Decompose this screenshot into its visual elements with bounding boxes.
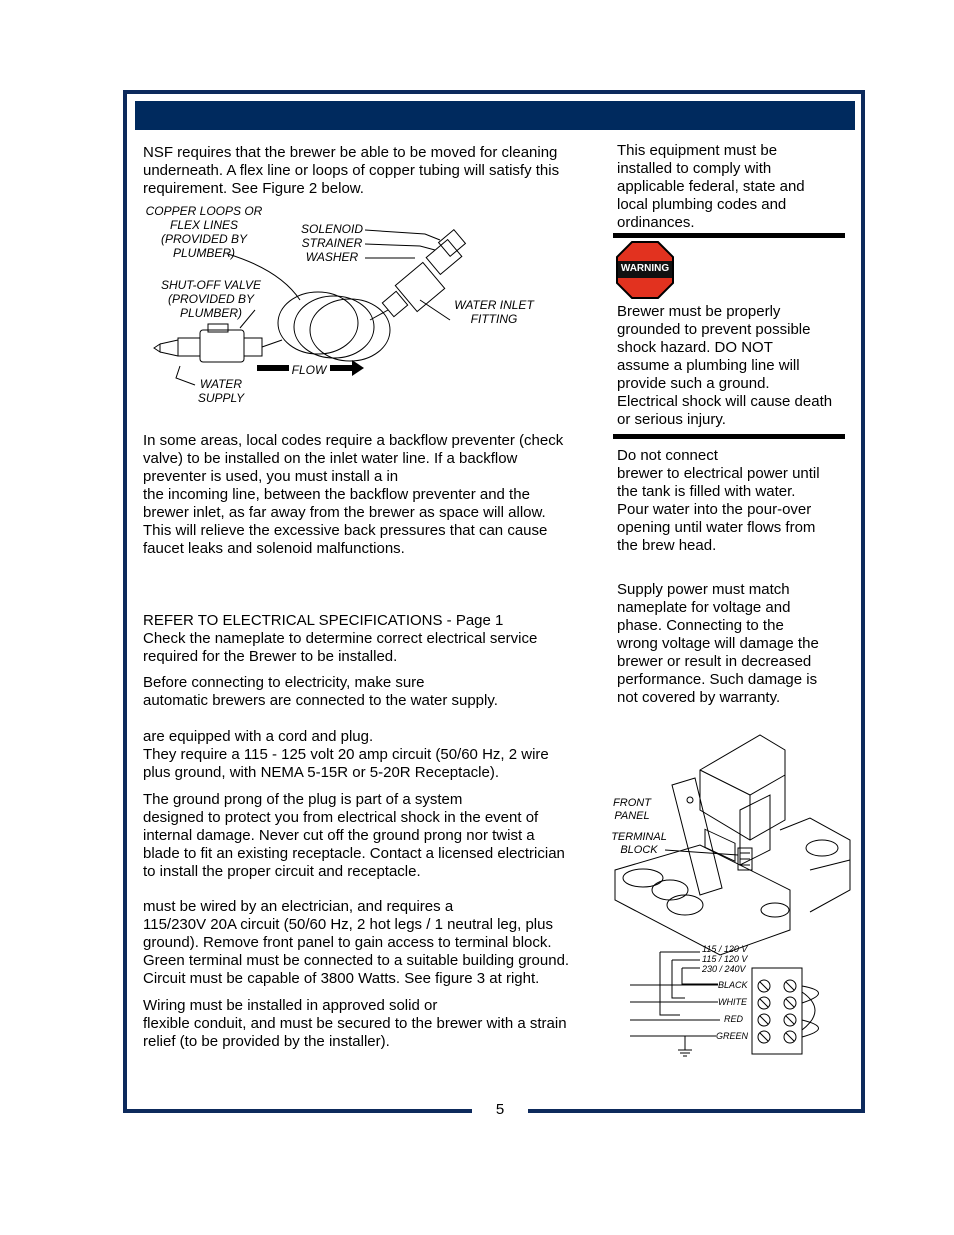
terminal-block-label: TERMINAL BLOCK — [611, 831, 667, 856]
water-inlet-label: WATER INLET FITTING — [454, 298, 534, 326]
figure-3-wiring-diagram — [610, 730, 855, 1060]
cord-plug-paragraph: are equipped with a cord and plug. They require a 115 - 125 volt 20 amp circuit (50/60 Hz, 2 wire plus ground, with NEMA 5-15R or 5-20R Receptacle). — [143, 728, 549, 781]
front-panel-label: FRONT PANEL — [613, 797, 651, 822]
backflow-paragraph: In some areas, local codes require a backflow preventer (check valve) to be installed on the inlet water line. If a backflow preventer is used, you must install a in the incoming line, between the backflow preventer and the brewer inlet, as far away from the brewer as space will allow. This will relieve the excessive back pressures that can cause faucet leaks and solenoid malfunctions. — [143, 432, 564, 557]
voltage-label-1: 115 / 120 V — [702, 944, 748, 954]
divider-2 — [613, 434, 845, 439]
electrical-spec-paragraph: REFER TO ELECTRICAL SPECIFICATIONS - Page 1 Check the nameplate to determine correct electrical service required for the Brewer to be installed. — [143, 612, 538, 665]
voltage-label-3: 230 / 240V — [702, 964, 746, 974]
copper-loops-label: COPPER LOOPS OR FLEX LINES (PROVIDED BY PLUMBER) — [145, 204, 263, 260]
supply-power-paragraph: Supply power must match nameplate for voltage and phase. Connecting to the wrong voltage will damage the brewer or result in decreased performance. Such damage is not covered by warranty. — [617, 581, 819, 706]
red-wire-label: RED — [724, 1014, 744, 1024]
conduit-paragraph: Wiring must be installed in approved solid or flexible conduit, and must be secured to the brewer with a strain relief (to be provided by the installer). — [143, 997, 567, 1050]
ground-prong-paragraph: The ground prong of the plug is part of a system designed to protect you from electrical shock in the event of internal damage. Never cut off the ground prong nor twist a blade to fit an existing receptacle. Contact a licensed electrician to install the proper circuit and receptacle. — [143, 791, 565, 880]
green-wire-label: GREEN — [716, 1031, 749, 1041]
page-number: 5 — [495, 1101, 505, 1118]
header-bar — [135, 101, 855, 130]
warning-label: WARNING — [620, 263, 670, 274]
water-supply-paragraph: Before connecting to electricity, make sure automatic brewers are connected to the water supply. — [143, 674, 498, 709]
divider-1 — [613, 233, 845, 238]
white-wire-label: WHITE — [718, 997, 747, 1007]
black-wire-label: BLACK — [718, 980, 748, 990]
water-supply-label: WATER SUPPLY — [197, 377, 245, 405]
electrician-paragraph: must be wired by an electrician, and requires a 115/230V 20A circuit (50/60 Hz, 2 hot legs / 1 neutral leg, plus ground). Remove front panel to gain access to terminal block. Green terminal must be connected to a suitable building ground. Circuit must be capable of 3800 Watts. See figure 3 at right. — [143, 898, 570, 987]
shutoff-valve-label: SHUT-OFF VALVE (PROVIDED BY PLUMBER) — [160, 278, 262, 320]
voltage-label-2: 115 / 120 V — [702, 954, 748, 964]
nsf-paragraph: NSF requires that the brewer be able to be moved for cleaning underneath. A flex line or loops of copper tubing will satisfy this requirement. See Figure 2 below. — [143, 144, 560, 197]
tank-fill-paragraph: Do not connect brewer to electrical power until the tank is filled with water. Pour water into the pour-over opening until water flows from the brew head. — [617, 447, 820, 554]
flow-label: FLOW — [291, 363, 327, 377]
plumbing-code-paragraph: This equipment must be installed to comply with applicable federal, state and local plumbing codes and ordinances. — [617, 142, 805, 231]
ground-warning-paragraph: Brewer must be properly grounded to prevent possible shock hazard. DO NOT assume a plumbing line will provide such a ground. Electrical shock will cause death or serious injury. — [617, 303, 833, 428]
solenoid-label: SOLENOID STRAINER WASHER — [300, 222, 363, 264]
